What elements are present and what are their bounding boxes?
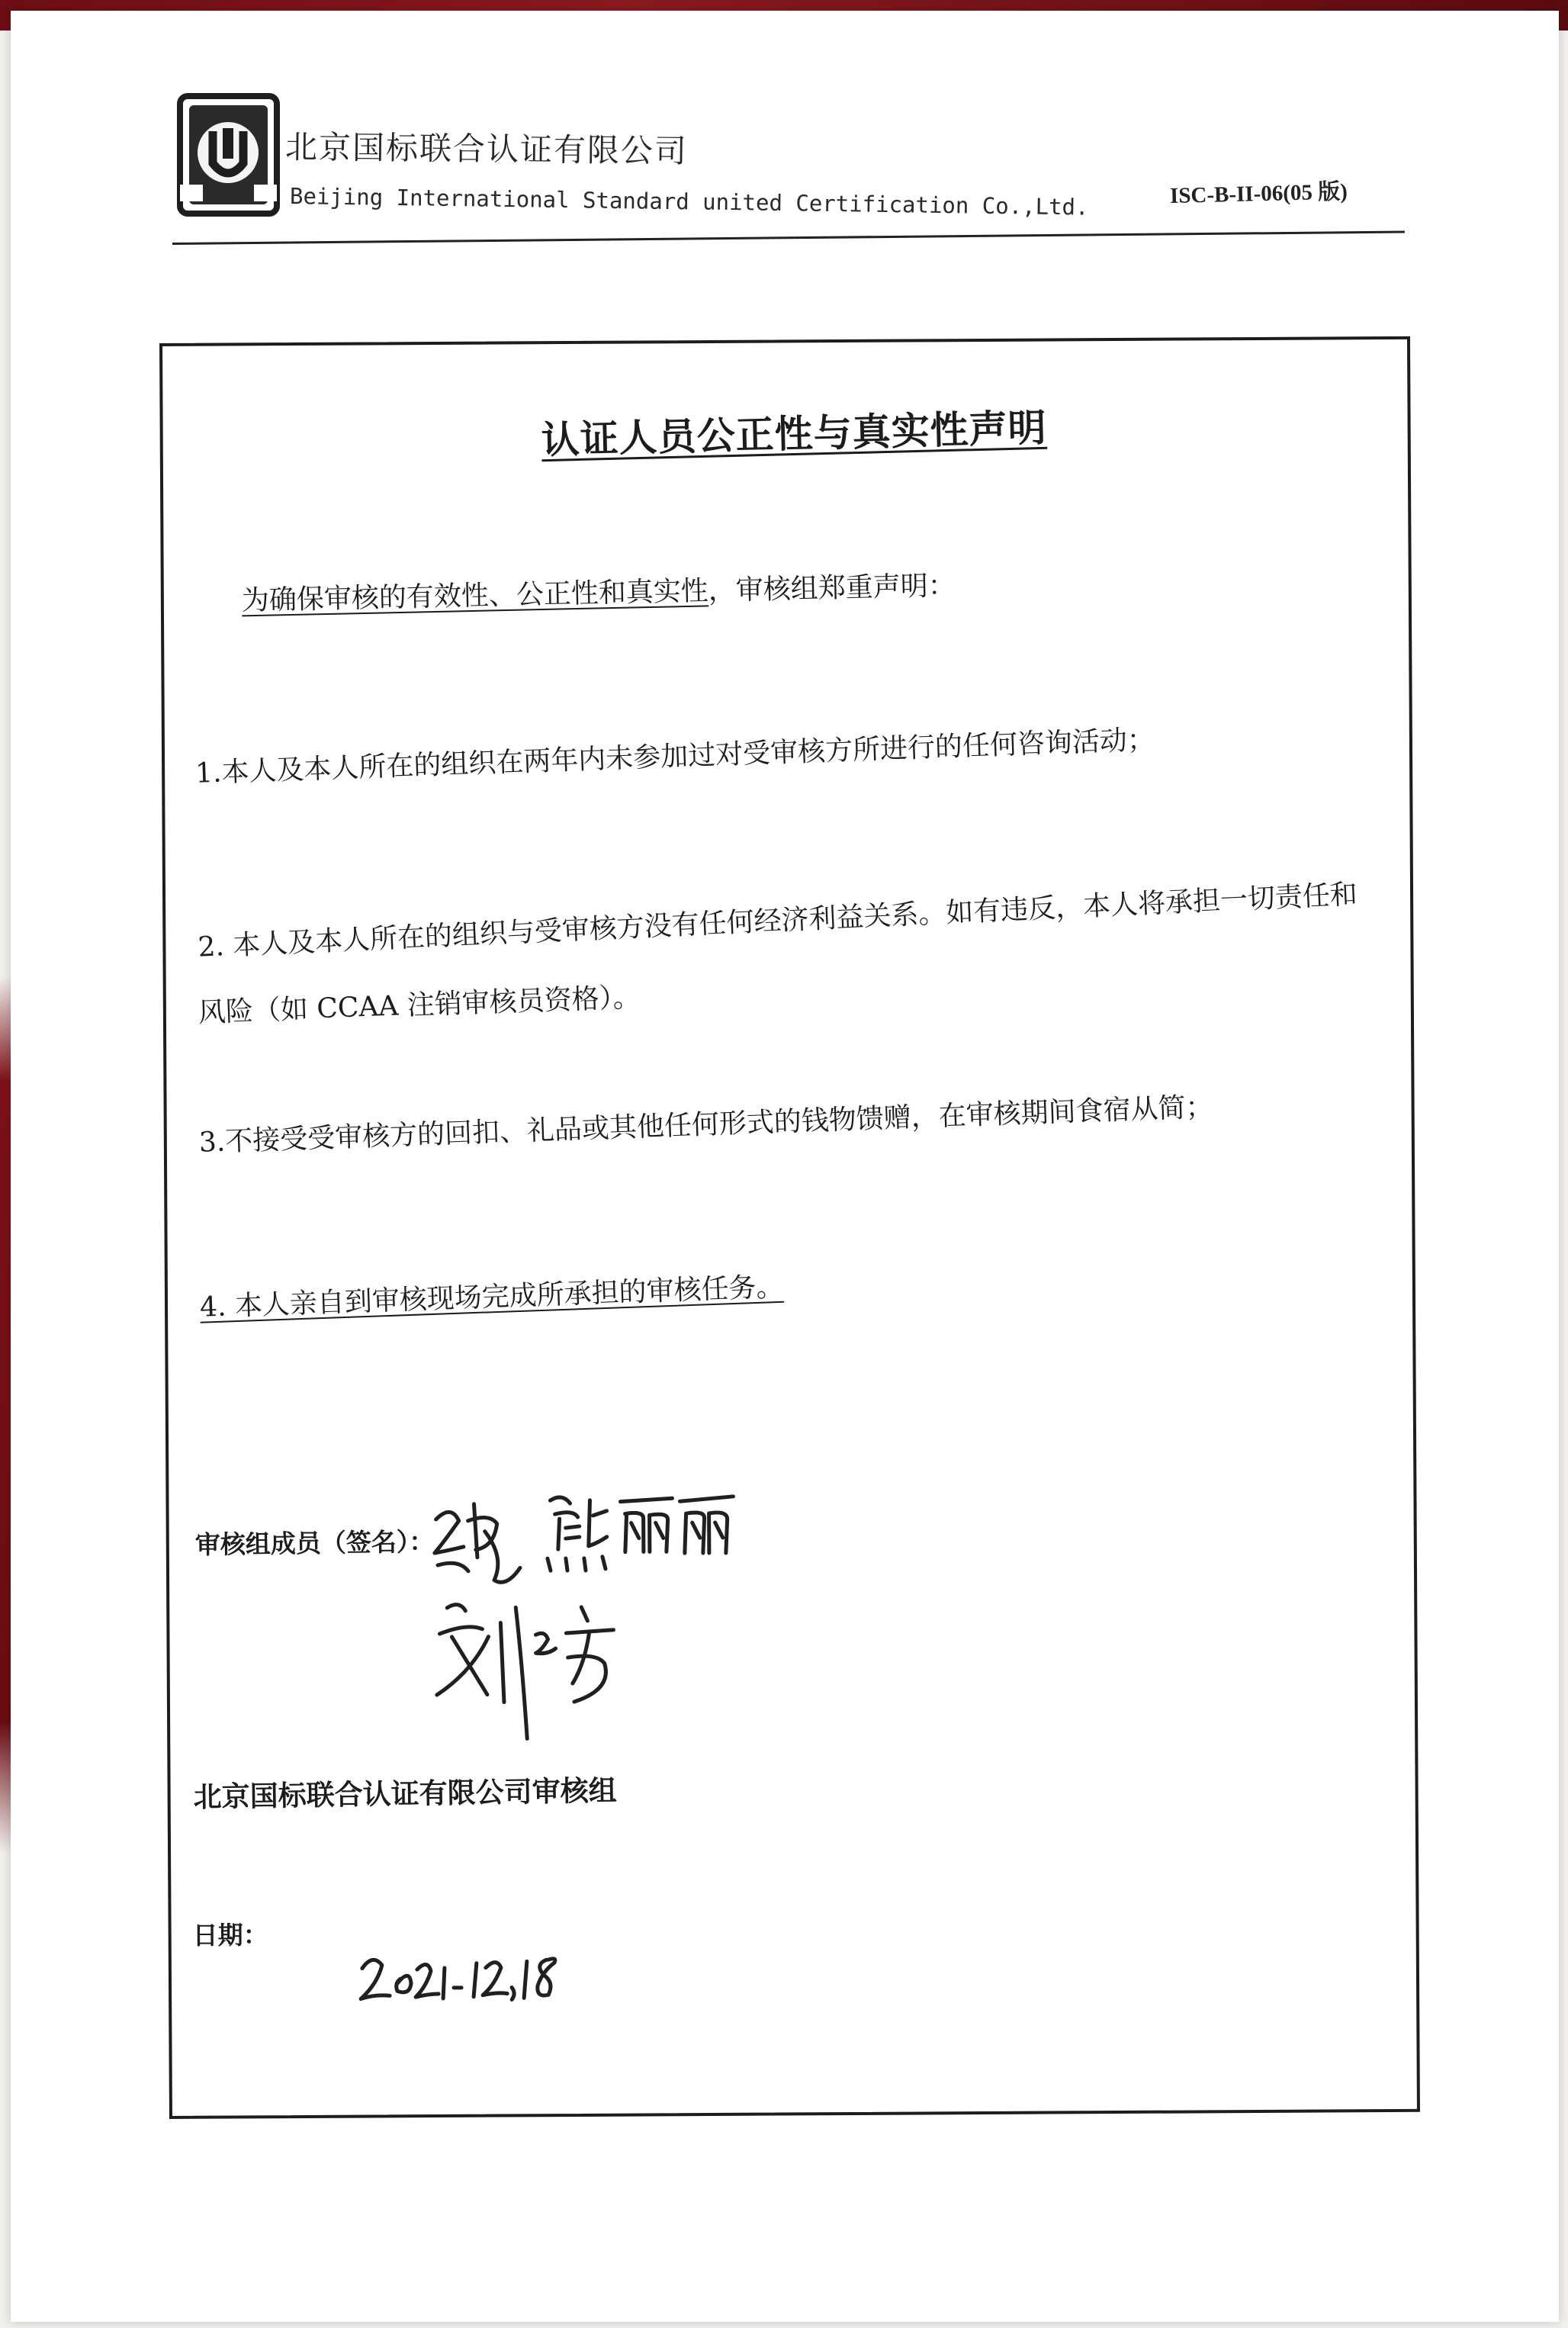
declaration-item-4: 4. 本人亲自到审核现场完成所承担的审核任务。 bbox=[199, 1271, 785, 1323]
intro-underlined-text: 为确保审核的有效性、公正性和真实性 bbox=[241, 575, 709, 617]
declaration-intro bbox=[241, 564, 956, 618]
handwritten-date bbox=[355, 1937, 577, 2014]
declaration-item-3: 3.不接受受审核方的回扣、礼品或其他任何形式的钱物馈赠，在审核期间食宿从简； bbox=[198, 1091, 1214, 1159]
date-label: 日期： bbox=[192, 1920, 268, 1950]
document-page bbox=[11, 11, 1559, 2322]
company-name-en: Beijing International Standard united Certification Co.,Ltd. bbox=[289, 183, 1089, 220]
company-name-cn: 北京国标联合认证有限公司 bbox=[284, 128, 689, 170]
declaration-box bbox=[159, 336, 1420, 2119]
declaration-item-2: 2. 本人及本人所在的组织与受审核方没有任何经济利益关系。如有违反，本人将承担一切责任和 bbox=[197, 879, 1358, 963]
declaration-title: 认证人员公正性与真实性声明 bbox=[541, 405, 1048, 463]
declaration-item-2-continued: 风险（如 CCAA 注销审核员资格）。 bbox=[198, 982, 641, 1029]
signers-label: 审核组成员（签名）： bbox=[194, 1526, 435, 1560]
declaration-item-1: 1.本人及本人所在的组织在两年内未参加过对受审核方所进行的任何咨询活动； bbox=[194, 724, 1155, 789]
handwritten-signatures bbox=[420, 1471, 849, 1748]
company-logo-icon bbox=[177, 93, 280, 217]
document-code: ISC-B-II-06(05 版) bbox=[1169, 179, 1348, 208]
header-divider bbox=[172, 230, 1405, 245]
organization-name: 北京国标联合认证有限公司审核组 bbox=[193, 1773, 617, 1814]
intro-rest-text: ，审核组郑重声明： bbox=[708, 570, 956, 607]
